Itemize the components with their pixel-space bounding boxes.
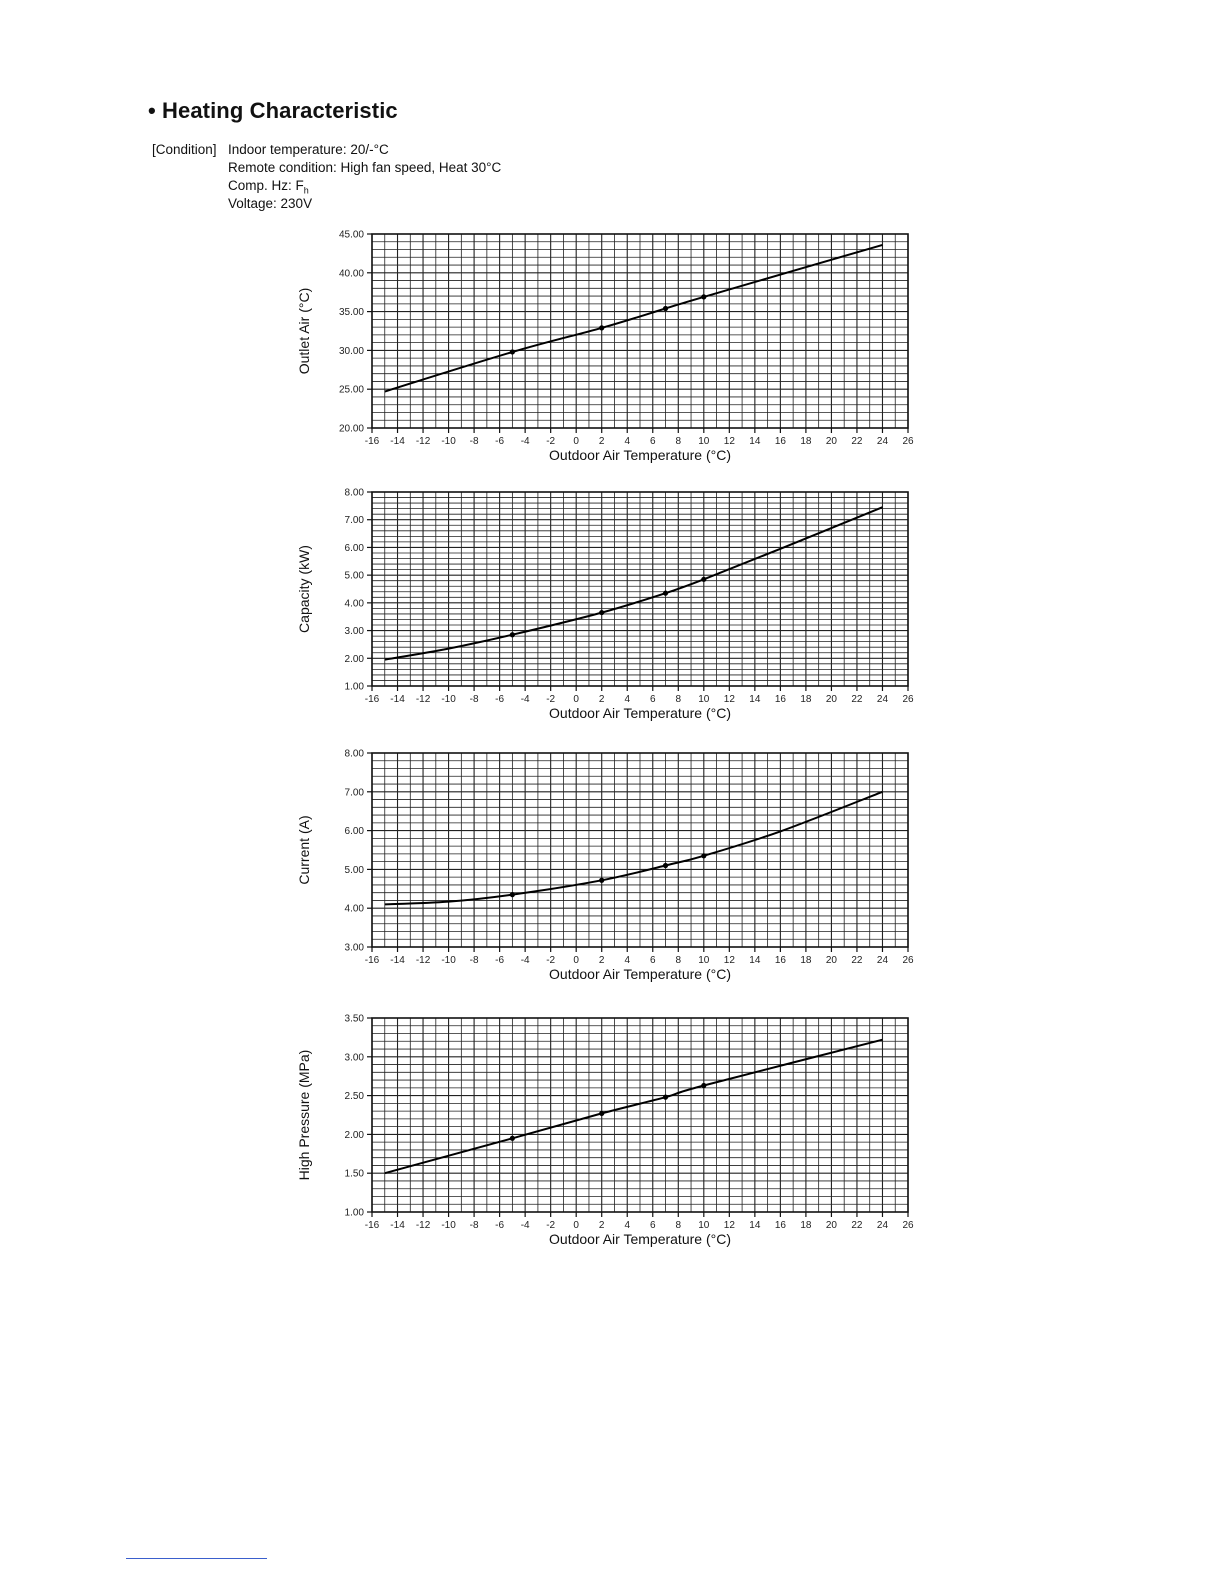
x-tick-label: 4 (624, 694, 631, 705)
x-tick-label: 20 (825, 694, 837, 705)
x-tick-label: 10 (698, 436, 710, 447)
x-tick-label: -12 (415, 1220, 431, 1231)
x-tick-label: -16 (364, 1220, 380, 1231)
y-tick-label: 1.50 (344, 1168, 364, 1180)
x-tick-label: -10 (441, 694, 456, 705)
y-tick-label: 7.00 (344, 787, 364, 799)
x-tick-label: 2 (598, 436, 605, 447)
footer-rule (126, 1558, 267, 1559)
x-tick-label: 24 (876, 1220, 889, 1231)
grid-lines (372, 1018, 908, 1212)
x-tick-label: -14 (390, 436, 405, 447)
x-tick-label: 26 (902, 436, 914, 447)
x-tick-label: 22 (851, 1220, 863, 1231)
x-tick-label: -2 (546, 955, 556, 966)
y-tick-label: 8.00 (344, 748, 364, 760)
x-axis-label: Outdoor Air Temperature (°C) (549, 705, 731, 721)
x-tick-label: 14 (749, 436, 761, 447)
condition-remote: Remote condition: High fan speed, Heat 30°C (228, 160, 502, 175)
series-line (385, 1040, 883, 1174)
x-tick-label: 8 (675, 436, 682, 447)
x-tick-labels (365, 947, 914, 966)
x-tick-label: 20 (825, 436, 837, 447)
x-tick-label: -16 (364, 436, 380, 447)
y-tick-labels (345, 1014, 372, 1219)
y-tick-label: 6.00 (344, 826, 364, 838)
y-axis-label: Capacity (kW) (296, 545, 312, 633)
x-tick-label: -4 (520, 1220, 530, 1231)
y-tick-label: 3.00 (344, 626, 364, 638)
x-tick-label: 4 (624, 1220, 631, 1231)
data-point (663, 591, 668, 596)
y-tick-labels (345, 749, 372, 954)
comp-hz-text: Comp. Hz: F (228, 178, 304, 193)
data-point (663, 306, 668, 311)
y-tick-label: 1.00 (344, 1207, 364, 1219)
x-tick-label: -6 (495, 1220, 505, 1231)
x-tick-label: 12 (723, 955, 735, 966)
high-pressure-chart (0, 1008, 1224, 1276)
y-tick-labels (339, 230, 372, 435)
x-tick-label: 24 (876, 955, 889, 966)
data-point (701, 1083, 706, 1088)
x-tick-label: 22 (851, 694, 863, 705)
outlet-air-chart (0, 224, 1224, 492)
y-tick-label: 5.00 (344, 570, 364, 582)
x-tick-label: -16 (364, 694, 380, 705)
x-tick-label: 6 (649, 436, 656, 447)
data-point (701, 577, 706, 582)
x-tick-label: 18 (800, 955, 812, 966)
x-tick-label: 16 (774, 1220, 786, 1231)
y-tick-label: 2.00 (344, 1129, 364, 1141)
data-point (510, 892, 515, 897)
data-point (510, 1136, 515, 1141)
y-tick-label: 30.00 (338, 345, 364, 357)
current-chart (0, 743, 1224, 1011)
series-line (385, 792, 883, 905)
x-tick-label: 6 (649, 694, 656, 705)
x-tick-label: 24 (876, 694, 889, 705)
data-point (599, 1111, 604, 1116)
x-tick-label: -4 (520, 694, 530, 705)
x-tick-label: 2 (598, 1220, 605, 1231)
data-point (701, 853, 706, 858)
x-tick-label: -4 (520, 436, 530, 447)
y-tick-label: 3.00 (344, 942, 364, 954)
y-tick-labels (345, 488, 372, 693)
x-tick-label: 18 (800, 1220, 812, 1231)
x-tick-label: 10 (698, 955, 710, 966)
x-tick-label: 8 (675, 1220, 682, 1231)
x-tick-label: 4 (624, 955, 631, 966)
data-point (663, 1095, 668, 1100)
x-tick-label: -8 (469, 1220, 479, 1231)
y-tick-label: 2.50 (344, 1091, 364, 1103)
condition-label: [Condition] (152, 142, 217, 157)
x-tick-labels (365, 428, 914, 447)
x-tick-label: 6 (649, 1220, 656, 1231)
x-axis-label: Outdoor Air Temperature (°C) (549, 1231, 731, 1247)
x-tick-label: 14 (749, 694, 761, 705)
x-tick-label: 26 (902, 694, 914, 705)
data-point (599, 878, 604, 883)
grid-lines (372, 234, 908, 428)
x-tick-label: 12 (723, 694, 735, 705)
x-tick-label: -14 (390, 694, 405, 705)
x-tick-label: 14 (749, 1220, 761, 1231)
x-tick-label: 20 (825, 955, 837, 966)
data-point (599, 610, 604, 615)
page-title: • Heating Characteristic (148, 98, 398, 123)
x-tick-label: 20 (825, 1220, 837, 1231)
x-tick-label: 12 (723, 1220, 735, 1231)
y-tick-label: 1.00 (344, 681, 364, 693)
x-tick-label: -10 (441, 955, 456, 966)
x-tick-label: -8 (469, 955, 479, 966)
x-tick-label: -8 (469, 436, 479, 447)
y-tick-label: 35.00 (338, 307, 364, 319)
x-tick-label: 0 (573, 694, 579, 705)
x-tick-label: 4 (624, 436, 631, 447)
x-tick-label: -12 (415, 436, 431, 447)
x-tick-label: 0 (573, 1220, 579, 1231)
capacity-chart (0, 482, 1224, 750)
series-line (385, 245, 883, 392)
x-tick-label: 10 (698, 1220, 710, 1231)
x-tick-label: 6 (649, 955, 656, 966)
y-tick-label: 4.00 (344, 903, 364, 915)
x-tick-label: 8 (675, 955, 682, 966)
comp-hz-subscript: h (303, 185, 309, 196)
y-tick-label: 2.00 (344, 653, 364, 665)
y-axis-label: Outlet Air (°C) (296, 287, 312, 375)
x-tick-label: -12 (415, 955, 431, 966)
data-point (510, 632, 515, 637)
x-tick-label: -2 (546, 436, 556, 447)
x-tick-label: -2 (546, 1220, 556, 1231)
x-tick-label: 2 (598, 694, 605, 705)
x-tick-label: -12 (415, 694, 431, 705)
y-tick-label: 3.00 (344, 1052, 364, 1064)
x-tick-label: -14 (390, 1220, 405, 1231)
x-tick-label: -10 (441, 436, 456, 447)
x-tick-label: 24 (876, 436, 889, 447)
x-axis-label: Outdoor Air Temperature (°C) (549, 966, 731, 982)
x-axis-label: Outdoor Air Temperature (°C) (549, 447, 731, 463)
grid-lines (372, 753, 908, 947)
data-point (663, 863, 668, 868)
y-tick-label: 25.00 (338, 384, 364, 396)
x-tick-labels (365, 686, 914, 705)
x-tick-label: 22 (851, 955, 863, 966)
y-tick-label: 40.00 (338, 268, 364, 280)
x-tick-label: -16 (364, 955, 380, 966)
x-tick-label: 16 (774, 436, 786, 447)
y-tick-label: 5.00 (344, 864, 364, 876)
x-tick-label: -6 (495, 436, 505, 447)
y-tick-label: 6.00 (344, 542, 364, 554)
x-tick-label: 18 (800, 436, 812, 447)
x-tick-label: -10 (441, 1220, 456, 1231)
y-tick-label: 20.00 (338, 423, 364, 435)
condition-indoor-temperature: Indoor temperature: 20/-°C (228, 142, 389, 157)
x-tick-label: 16 (774, 955, 786, 966)
condition-voltage: Voltage: 230V (228, 196, 313, 211)
series-line (385, 507, 883, 659)
x-tick-label: -6 (495, 955, 505, 966)
data-point (599, 325, 604, 330)
x-tick-label: 10 (698, 694, 710, 705)
data-point (510, 349, 515, 354)
x-tick-label: -2 (546, 694, 556, 705)
x-tick-label: -6 (495, 694, 505, 705)
x-tick-label: 26 (902, 955, 914, 966)
x-tick-label: 22 (851, 436, 863, 447)
y-tick-label: 8.00 (344, 487, 364, 499)
y-axis-label: Current (A) (296, 815, 312, 885)
x-tick-label: 16 (774, 694, 786, 705)
x-tick-label: 14 (749, 955, 761, 966)
y-tick-label: 3.50 (344, 1013, 364, 1025)
x-tick-label: 26 (902, 1220, 914, 1231)
x-tick-label: 0 (573, 955, 579, 966)
x-tick-label: 0 (573, 436, 579, 447)
x-tick-label: -4 (520, 955, 530, 966)
x-tick-label: 18 (800, 694, 812, 705)
grid-lines (372, 492, 908, 686)
y-tick-label: 45.00 (338, 229, 364, 241)
data-point (701, 294, 706, 299)
x-tick-label: -8 (469, 694, 479, 705)
x-tick-labels (365, 1212, 914, 1231)
x-tick-label: 2 (598, 955, 605, 966)
x-tick-label: -14 (390, 955, 405, 966)
y-tick-label: 7.00 (344, 515, 364, 527)
y-axis-label: High Pressure (MPa) (296, 1049, 312, 1181)
x-tick-label: 12 (723, 436, 735, 447)
x-tick-label: 8 (675, 694, 682, 705)
y-tick-label: 4.00 (344, 598, 364, 610)
